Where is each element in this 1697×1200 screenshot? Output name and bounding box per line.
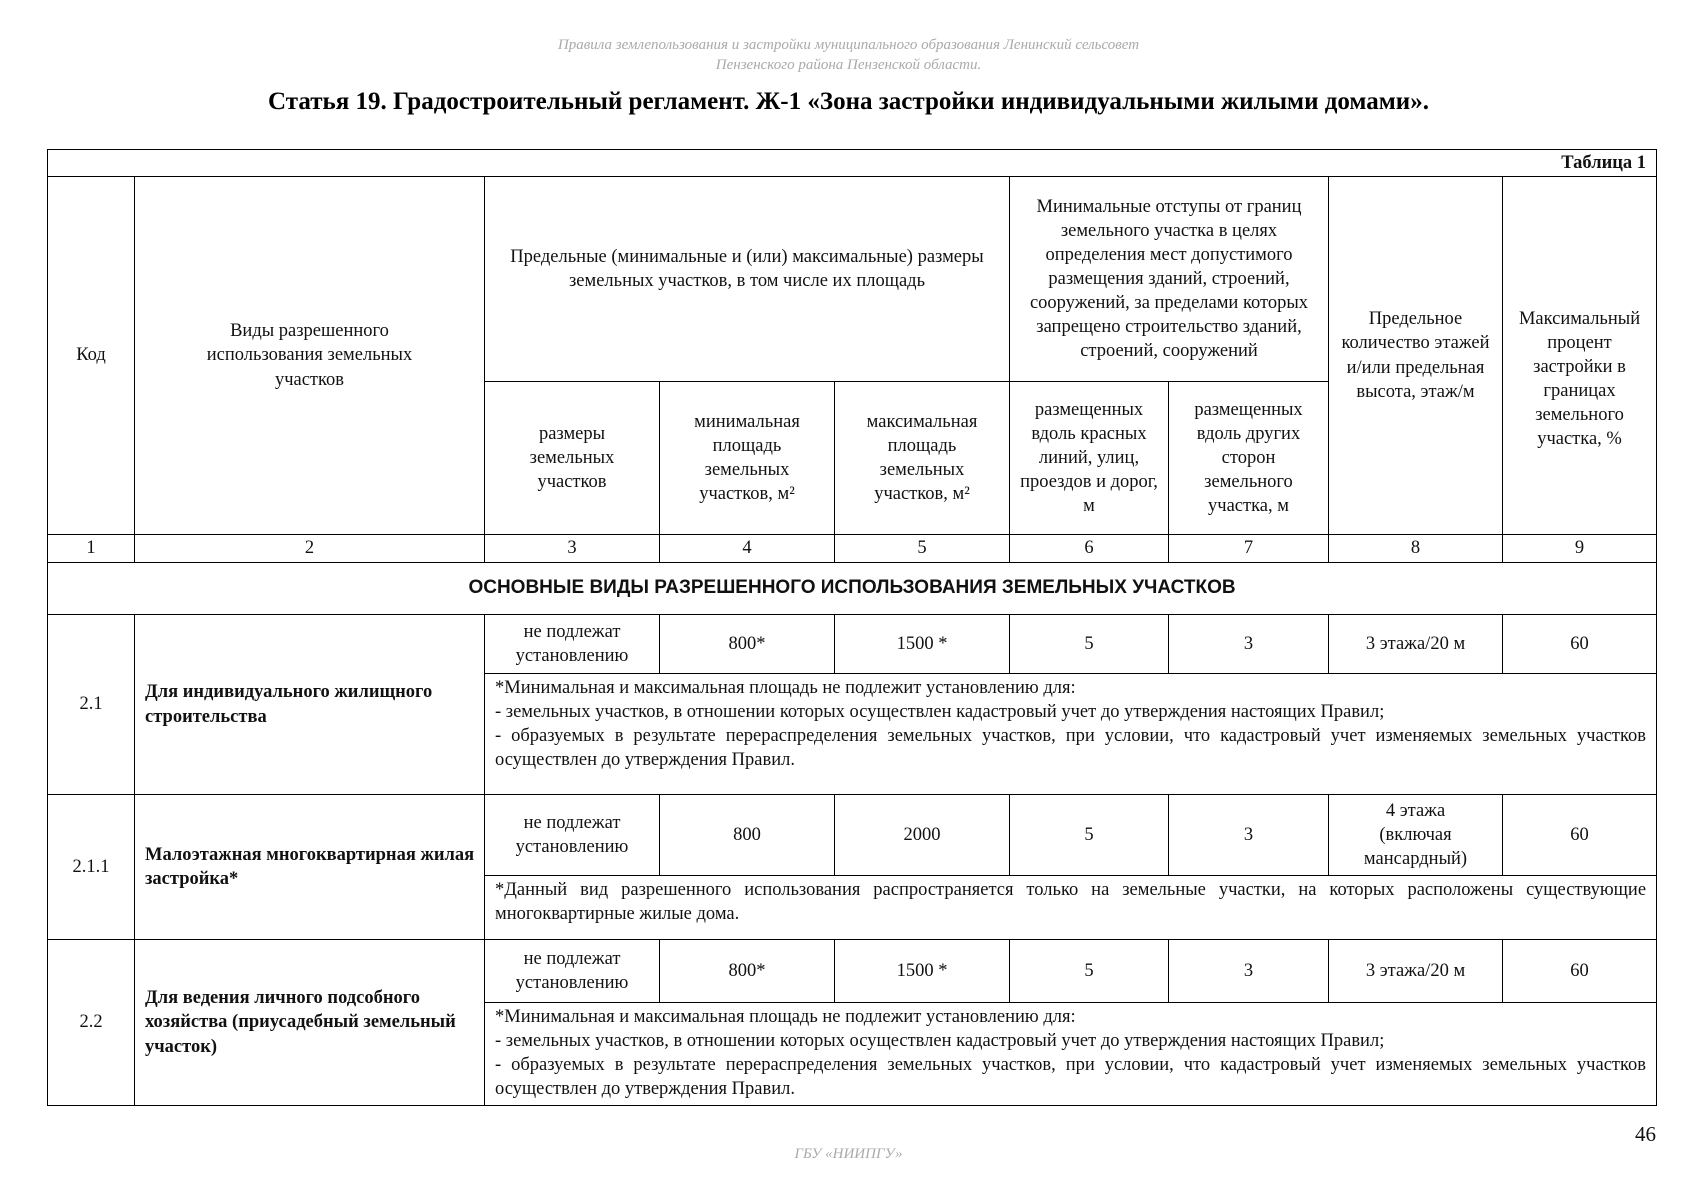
col-number: 8 bbox=[1329, 535, 1503, 563]
row-note bbox=[485, 674, 1657, 795]
article-title: Статья 19. Градостроительный регламент. Ж-1 «Зона застройки индивидуальными жилыми домами». bbox=[268, 88, 1429, 115]
row-use-name: Для индивидуального жилищного строительства bbox=[135, 615, 485, 795]
cell-plot-size: не подлежат установлению bbox=[485, 795, 660, 876]
row-use-name: Для ведения личного подсобного хозяйства (приусадебный земельный участок) bbox=[135, 940, 485, 1106]
col-number: 1 bbox=[48, 535, 135, 563]
col-number: 6 bbox=[1010, 535, 1169, 563]
cell-min-area: 800* bbox=[660, 615, 835, 674]
running-header-line-1: Правила землепользования и застройки муниципального образования Ленинский сельсовет bbox=[557, 37, 1140, 53]
cell-coverage: 60 bbox=[1503, 795, 1657, 876]
row-note bbox=[485, 876, 1657, 940]
page-footer: ГБУ «НИИПГУ» bbox=[794, 1146, 903, 1162]
note-line: - образуемых в результате перераспределения земельных участков, при условии, что кадастровый учет изменяемых земельных участков осуществлен до утверждения Правил. bbox=[495, 1055, 1647, 1100]
running-header-line-2: Пензенского района Пензенской области. bbox=[715, 57, 982, 73]
cell-max-area: 2000 bbox=[835, 795, 1010, 876]
cell-floors: 4 этажа (включая мансардный) bbox=[1329, 795, 1503, 876]
cell-setback-red: 5 bbox=[1010, 615, 1169, 674]
note-line: *Минимальная и максимальная площадь не подлежит установлению для: bbox=[495, 678, 1076, 698]
regulation-table bbox=[47, 149, 1657, 1106]
cell-coverage: 60 bbox=[1503, 940, 1657, 1003]
page-number: 46 bbox=[1635, 1122, 1656, 1146]
row-note bbox=[485, 1003, 1657, 1106]
header-setback-red-lines: размещенных вдоль красных линий, улиц, проездов и дорог, м bbox=[1010, 382, 1169, 535]
table-row bbox=[48, 795, 1657, 876]
cell-plot-size: не подлежат установлению bbox=[485, 940, 660, 1003]
header-setback-other-sides: размещенных вдоль других сторон земельного участка, м bbox=[1169, 382, 1329, 535]
header-size-limits: Предельные (минимальные и (или) максимальные) размеры земельных участков, в том числе их площадь bbox=[485, 177, 1010, 382]
cell-setback-other: 3 bbox=[1169, 940, 1329, 1003]
cell-max-area: 1500 * bbox=[835, 940, 1010, 1003]
col-number: 9 bbox=[1503, 535, 1657, 563]
cell-setback-other: 3 bbox=[1169, 615, 1329, 674]
cell-plot-size: не подлежат установлению bbox=[485, 615, 660, 674]
cell-floors: 3 этажа/20 м bbox=[1329, 940, 1503, 1003]
cell-coverage: 60 bbox=[1503, 615, 1657, 674]
table-row bbox=[48, 940, 1657, 1003]
row-code: 2.1.1 bbox=[48, 795, 135, 940]
header-min-area: минимальная площадь земельных участков, м² bbox=[660, 382, 835, 535]
cell-floors: 3 этажа/20 м bbox=[1329, 615, 1503, 674]
row-use-name: Малоэтажная многоквартирная жилая застройка* bbox=[135, 795, 485, 940]
cell-setback-other: 3 bbox=[1169, 795, 1329, 876]
cell-setback-red: 5 bbox=[1010, 795, 1169, 876]
note-line: - земельных участков, в отношении которых осуществлен кадастровый учет до утверждения настоящих Правил; bbox=[495, 702, 1385, 723]
col-number: 2 bbox=[135, 535, 485, 563]
cell-max-area: 1500 * bbox=[835, 615, 1010, 674]
section-heading: ОСНОВНЫЕ ВИДЫ РАЗРЕШЕННОГО ИСПОЛЬЗОВАНИЯ ЗЕМЕЛЬНЫХ УЧАСТКОВ bbox=[48, 563, 1657, 615]
cell-setback-red: 5 bbox=[1010, 940, 1169, 1003]
header-plot-sizes: размеры земельных участков bbox=[485, 382, 660, 535]
table-label: Таблица 1 bbox=[48, 150, 1657, 177]
cell-min-area: 800 bbox=[660, 795, 835, 876]
header-setbacks: Минимальные отступы от границ земельного участка в целях определения мест допустимого размещения зданий, строений, сооружений, за пределами которых запрещено строительство зданий, строений, сооружений bbox=[1010, 177, 1329, 382]
col-number: 5 bbox=[835, 535, 1010, 563]
header-use-types: Виды разрешенного использования земельных участков bbox=[135, 177, 485, 535]
row-code: 2.1 bbox=[48, 615, 135, 795]
cell-min-area: 800* bbox=[660, 940, 835, 1003]
row-code: 2.2 bbox=[48, 940, 135, 1106]
header-max-area: максимальная площадь земельных участков, м² bbox=[835, 382, 1010, 535]
table-row bbox=[48, 615, 1657, 674]
header-max-coverage: Максимальный процент застройки в границах земельного участка, % bbox=[1503, 177, 1657, 535]
note-line: *Минимальная и максимальная площадь не подлежит установлению для: bbox=[495, 1007, 1076, 1027]
col-number: 7 bbox=[1169, 535, 1329, 563]
col-number: 4 bbox=[660, 535, 835, 563]
note-line: *Данный вид разрешенного использования распространяется только на земельные участки, на которых расположены существующие многоквартирные жилые дома. bbox=[495, 880, 1647, 925]
note-line: - земельных участков, в отношении которых осуществлен кадастровый учет до утверждения настоящих Правил; bbox=[495, 1031, 1385, 1052]
header-floors: Предельное количество этажей и/или предельная высота, этаж/м bbox=[1329, 177, 1503, 535]
note-line: - образуемых в результате перераспределения земельных участков, при условии, что кадастровый учет изменяемых земельных участков осуществлен до утверждения Правил. bbox=[495, 726, 1647, 771]
header-code: Код bbox=[48, 177, 135, 535]
col-number: 3 bbox=[485, 535, 660, 563]
